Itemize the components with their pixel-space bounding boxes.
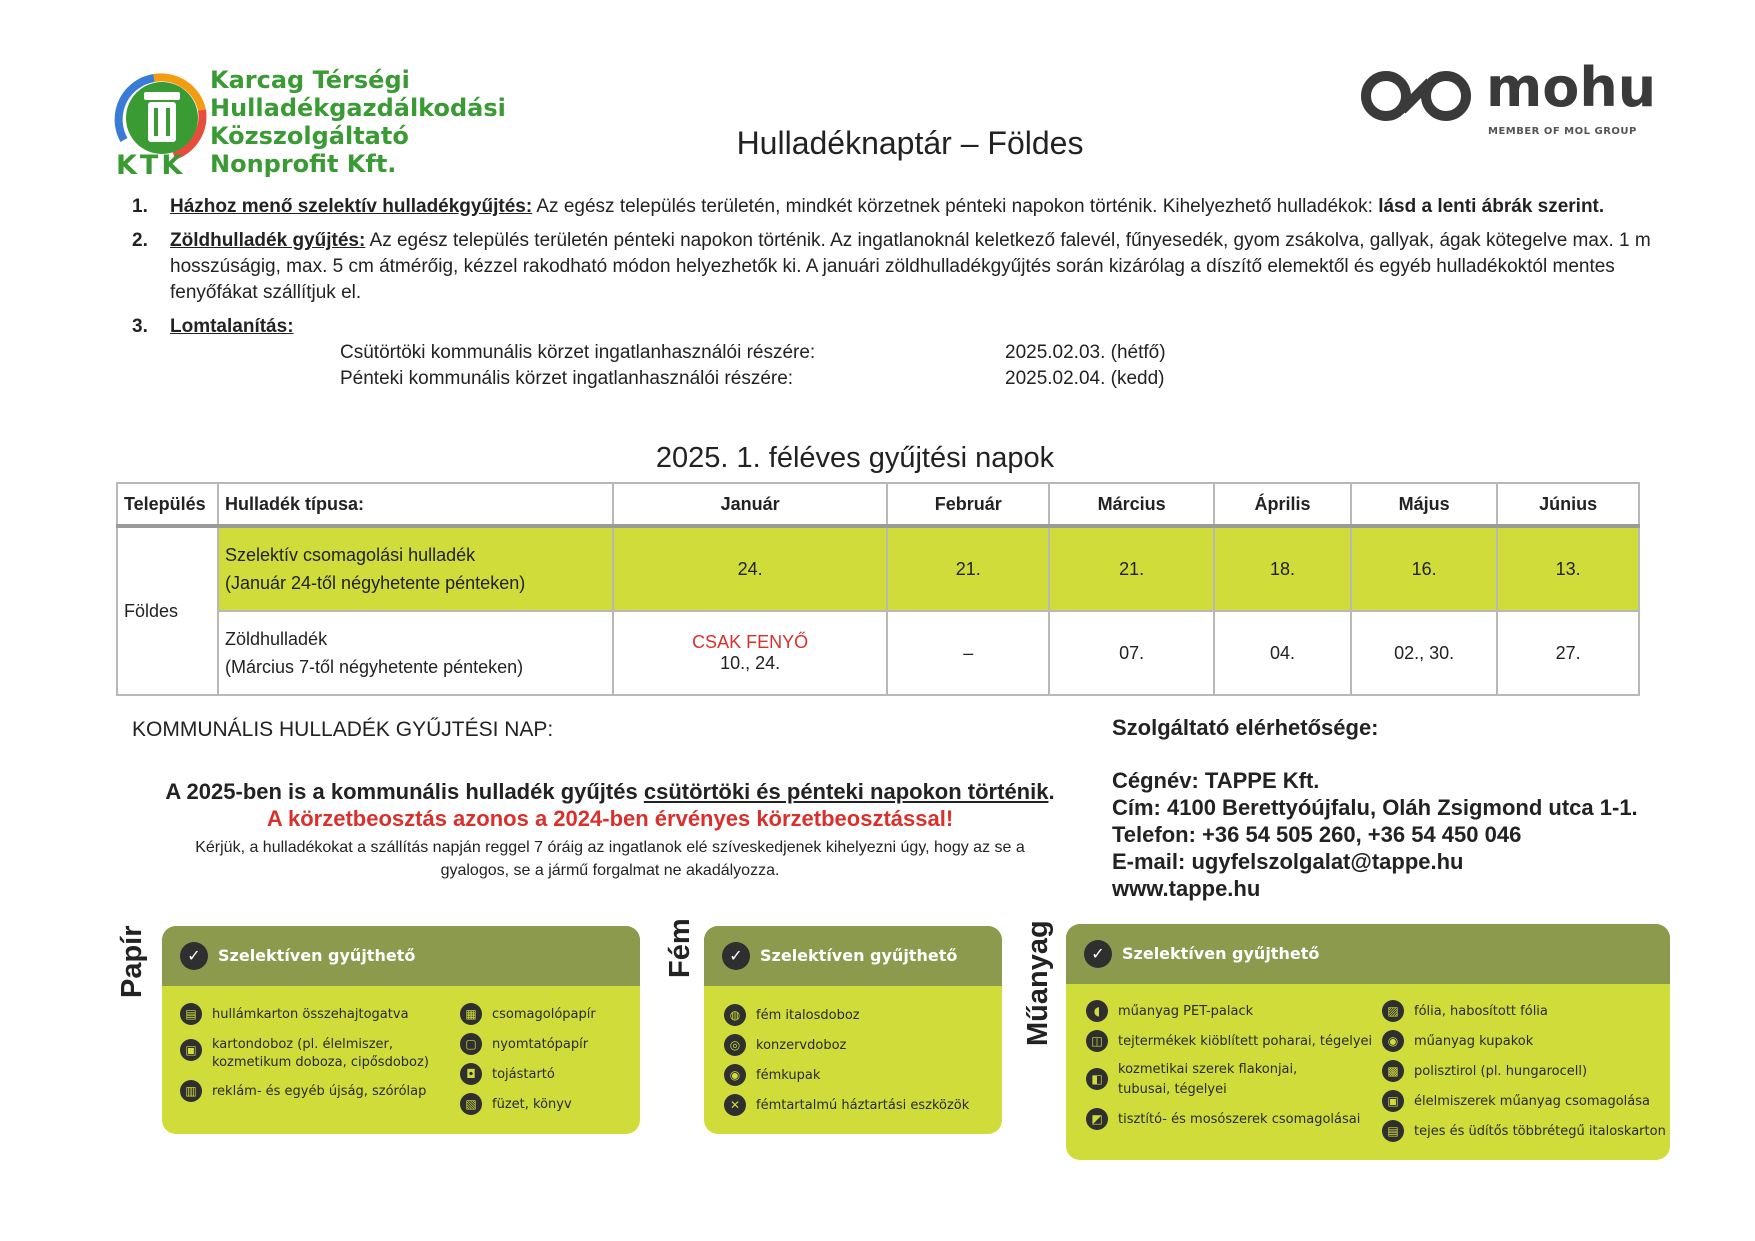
mohu-brand: mohu: [1486, 56, 1657, 119]
contact-email[interactable]: E-mail: ugyfelszolgalat@tappe.hu: [1112, 849, 1464, 874]
card-fem: [704, 926, 1002, 1134]
item-label: reklám- és egyéb újság, szórólap: [212, 1084, 427, 1099]
check-icon: ✓: [180, 942, 208, 970]
col-header: Június: [1497, 483, 1639, 526]
list-heading: Zöldhulladék gyűjtés:: [170, 230, 366, 251]
card-header: [1066, 924, 1670, 984]
waste-type-name: Zöldhulladék: [225, 629, 328, 649]
mohu-logo: [1358, 56, 1657, 142]
item-label: kartondoboz (pl. élelmiszer,: [212, 1037, 394, 1052]
schedule-title: 2025. 1. féléves gyűjtési napok: [655, 442, 1055, 474]
tin-can-icon: ◎: [724, 1034, 746, 1056]
contact-phone[interactable]: Telefon: +36 54 505 260, +36 54 450 046: [1112, 822, 1522, 847]
kommunalis-heading: KOMMUNÁLIS HULLADÉK GYŰJTÉSI NAP:: [132, 718, 554, 741]
mohu-symbol-icon: [1358, 62, 1478, 132]
col-header: Március: [1049, 483, 1214, 526]
plastic-cap-icon: ◉: [1382, 1030, 1404, 1052]
kommunalis-main-underlined: csütörtöki és pénteki napokon történik: [643, 779, 1049, 804]
date-cell: 21.: [1049, 526, 1214, 611]
can-icon: ◍: [724, 1004, 746, 1026]
egg-carton-icon: ◘: [460, 1063, 482, 1085]
item-label: fémtartalmú háztartási eszközök: [756, 1098, 970, 1113]
lomtalanitas-row: [170, 340, 1658, 366]
list-bold-tail: lásd a lenti ábrák szerint.: [1378, 196, 1605, 217]
wrapping-paper-icon: ▦: [460, 1003, 482, 1025]
list-text: Az egész település területén, mindkét körzetnek pénteki napokon történik. Kihelyezhető hulladékok:: [532, 196, 1379, 217]
page-title: Hulladéknaptár – Földes: [736, 125, 1084, 161]
item-label: nyomtatópapír: [492, 1037, 589, 1052]
detergent-icon: ◩: [1086, 1108, 1108, 1130]
date-value: 10., 24.: [720, 653, 781, 673]
lomtalanitas-label: Csütörtöki kommunális körzet ingatlanhasználói részére:: [340, 342, 816, 363]
org-letters: KTK: [116, 150, 186, 181]
lomtalanitas-label: Pénteki kommunális körzet ingatlanhasználói részére:: [340, 368, 794, 389]
cup-icon: ◫: [1086, 1030, 1108, 1052]
item-label: tubusai, tégelyei: [1118, 1082, 1227, 1097]
check-icon: ✓: [1084, 940, 1112, 968]
lomtalanitas-date: 2025.02.04. (kedd): [1005, 368, 1165, 389]
org-name-line: Közszolgáltató: [210, 122, 409, 150]
item-label: füzet, könyv: [492, 1097, 572, 1112]
box-icon: ▣: [180, 1039, 202, 1061]
col-header: Hulladék típusa:: [218, 483, 613, 526]
date-cell: 02., 30.: [1351, 611, 1497, 695]
list-item: [128, 194, 1658, 220]
item-label: fémkupak: [756, 1068, 821, 1083]
card-header-label: Szelektíven gyűjthető: [1122, 944, 1320, 963]
waste-type-note: (Január 24-től négyhetente pénteken): [225, 573, 526, 593]
date-cell: [613, 611, 887, 695]
card-label-fem: Fém: [664, 918, 696, 978]
item-label: tisztító- és mosószerek csomagolásai: [1118, 1112, 1361, 1127]
item-label: tejtermékek kiöblített poharai, tégelyei: [1118, 1034, 1373, 1049]
card-header: [704, 926, 1002, 986]
contact-block: [1112, 714, 1638, 902]
date-cell: 24.: [613, 526, 887, 611]
card-header-label: Szelektíven gyűjthető: [218, 946, 416, 965]
card-label-papir: Papír: [116, 925, 148, 998]
card-label-muanyag: Műanyag: [1022, 920, 1054, 1046]
list-number: 3.: [132, 316, 148, 337]
date-cell: 21.: [887, 526, 1049, 611]
table-row: [117, 611, 1639, 695]
fenyo-note: CSAK FENYŐ: [692, 632, 809, 652]
col-header: Január: [613, 483, 887, 526]
foil-icon: ▨: [1382, 1000, 1404, 1022]
org-name-line: Hulladékgazdálkodási: [210, 94, 506, 122]
kommunalis-main-pre: A 2025-ben is a kommunális hulladék gyűjtés: [165, 779, 644, 804]
list-item: [128, 228, 1658, 306]
item-label: tejes és üdítős többrétegű italoskarton: [1414, 1124, 1666, 1139]
waste-type-name: Szelektív csomagolási hulladék: [225, 545, 476, 565]
lomtalanitas-row: [170, 366, 1658, 392]
date-cell: –: [887, 611, 1049, 695]
cardboard-icon: ▤: [180, 1003, 202, 1025]
paper-icon: ▢: [460, 1033, 482, 1055]
item-label: konzervdoboz: [756, 1038, 847, 1053]
date-cell: 13.: [1497, 526, 1639, 611]
item-label: kozmetikai szerek flakonjai,: [1118, 1062, 1298, 1077]
book-icon: ▧: [460, 1093, 482, 1115]
lomtalanitas-date: 2025.02.03. (hétfő): [1005, 342, 1166, 363]
contact-address: Cím: 4100 Berettyóújfalu, Oláh Zsigmond utca 1-1.: [1112, 795, 1638, 820]
kommunalis-main: [150, 778, 1070, 806]
date-cell: 18.: [1214, 526, 1351, 611]
info-list: [128, 194, 1658, 400]
waste-type-cell: [218, 526, 613, 611]
card-muanyag: [1066, 924, 1670, 1160]
org-name-line: Karcag Térségi: [210, 66, 410, 94]
newspaper-icon: ▥: [180, 1080, 202, 1102]
item-label: fólia, habosított fólia: [1414, 1004, 1548, 1019]
date-cell: 16.: [1351, 526, 1497, 611]
card-header: [162, 926, 640, 986]
col-header: Település: [117, 483, 218, 526]
cap-icon: ◉: [724, 1064, 746, 1086]
kommunalis-main-post: .: [1048, 779, 1055, 804]
col-header: Április: [1214, 483, 1351, 526]
item-label: műanyag PET-palack: [1118, 1004, 1254, 1019]
list-text: Az egész település területén pénteki napokon történik. Az ingatlanoknál keletkező falevél, fűnyesedék, gyom zsákolva, gallyak, ágak kötegelve max. 1 m hosszúságig, max. 5 cm átmérőig, kézzel rakodható módon helyezhetők ki. A januári zöldhulladékgyűjtés során kizárólag a díszítő elemektől és egyéb hulladékoktól mentes fenyőfákat szállítjuk el.: [170, 230, 1651, 303]
contact-web[interactable]: www.tappe.hu: [1112, 876, 1261, 901]
item-label: tojástartó: [492, 1067, 555, 1082]
bottle-icon: ◖: [1086, 1000, 1108, 1022]
city-cell: Földes: [117, 526, 218, 695]
list-item: [128, 314, 1658, 392]
tools-icon: ✕: [724, 1094, 746, 1116]
date-cell: 07.: [1049, 611, 1214, 695]
waste-type-note: (Március 7-től négyhetente pénteken): [225, 657, 524, 677]
item-label: élelmiszerek műanyag csomagolása: [1414, 1094, 1650, 1109]
item-label: műanyag kupakok: [1414, 1034, 1534, 1049]
mohu-subtitle: MEMBER OF MOL GROUP: [1488, 126, 1637, 137]
polystyrene-icon: ▩: [1382, 1060, 1404, 1082]
table-header-row: [117, 483, 1639, 526]
list-heading: Házhoz menő szelektív hulladékgyűjtés:: [170, 196, 533, 217]
item-label: fém italosdoboz: [756, 1008, 860, 1023]
date-cell: 27.: [1497, 611, 1639, 695]
schedule-table: [116, 482, 1640, 696]
col-header: Február: [887, 483, 1049, 526]
list-number: 2.: [132, 230, 148, 251]
org-name-line: Nonprofit Kft.: [210, 150, 397, 178]
col-header: Május: [1351, 483, 1497, 526]
contact-company: Cégnév: TAPPE Kft.: [1112, 768, 1320, 793]
contact-heading: Szolgáltató elérhetősége:: [1112, 715, 1379, 740]
check-icon: ✓: [722, 942, 750, 970]
carton-icon: ▤: [1382, 1120, 1404, 1142]
kommunalis-red-note: A körzetbeosztás azonos a 2024-ben érvényes körzetbeosztással!: [266, 806, 954, 831]
list-heading: Lomtalanítás:: [170, 316, 294, 337]
table-row: [117, 526, 1639, 611]
card-papir: [162, 926, 640, 1134]
food-package-icon: ▣: [1382, 1090, 1404, 1112]
org-name: [210, 66, 506, 178]
waste-type-cell: [218, 611, 613, 695]
item-label: kozmetikum doboza, cipősdoboz): [212, 1055, 429, 1070]
item-label: polisztirol (pl. hungarocell): [1414, 1064, 1588, 1079]
date-cell: 04.: [1214, 611, 1351, 695]
item-label: csomagolópapír: [492, 1007, 596, 1022]
cosmetic-bottle-icon: ◧: [1086, 1068, 1108, 1090]
item-label: hullámkarton összehajtogatva: [212, 1007, 409, 1022]
list-number: 1.: [132, 196, 148, 217]
card-header-label: Szelektíven gyűjthető: [760, 946, 958, 965]
kommunalis-small-note: Kérjük, a hulladékokat a szállítás napján reggel 7 óráig az ingatlanok elé szíveskedjenek kihelyezni úgy, hogy az se a gyalogos, se a jármű forgalmat ne akadályozza.: [195, 839, 1025, 879]
